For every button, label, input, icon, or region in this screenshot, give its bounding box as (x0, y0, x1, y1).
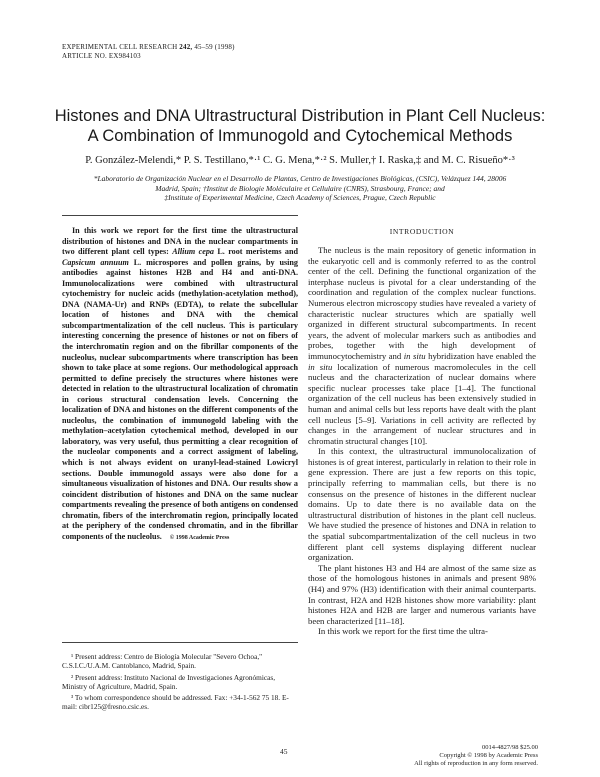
abstract-species-1: Allium cepa (172, 247, 214, 257)
page-number: 45 (280, 747, 288, 756)
affiliations (62, 174, 538, 203)
affiliation-line-1: *Laboratorio de Organización Nuclear en el Desarrollo de Plantas, Centro de Investigaciones Biológicas, (CSIC), Velázquez 144, 28006 (93, 174, 507, 183)
introduction-heading: INTRODUCTION (389, 227, 455, 236)
abstract-text-1: In this work we report for the first time the ultrastructural distribution of histones and DNA in the nuclear compartments in two different plant cell types: (62, 226, 298, 257)
footnote-rule (62, 642, 298, 643)
copyright-holder: Copyright © 1998 by Academic Press (439, 752, 538, 759)
abstract (62, 226, 298, 543)
intro-p1-italic-2: in situ (308, 361, 333, 372)
journal-pages: 45–59 (1998) (194, 43, 235, 51)
abstract-text-2: L. root meristems and (213, 247, 298, 257)
intro-p1-text-b: hybridization have enabled the (425, 350, 536, 361)
footnotes (62, 652, 298, 714)
footnote-3: ³ To whom correspondence should be addressed. Fax: +34-1-562 75 18. E-mail: cibr125@fresno.csic.es. (62, 693, 289, 711)
intro-paragraph-2: In this context, the ultrastructural immunolocalization of histones is of great interest, particularly in relation to their role in gene expression. There are just a few reports on this topic, principally referring to mammalian cells, but there is no consensus on the presence of histones in the different nuclear domains. Up to date there is no available data on the ultrastructural distribution of histones in the plant cell nucleus. We have studied the presence of histones and DNA in relation to the spatial subcompartmentalization of the cell nucleus in two different plant cell systems displaying different nuclear organization. (308, 446, 536, 563)
journal-name: EXPERIMENTAL CELL RESEARCH (62, 43, 178, 51)
abstract-species-2: Capsicum annuum (62, 257, 129, 267)
author-list: P. González-Melendi,* P. S. Testillano,*·¹ C. G. Mena,*·² S. Muller,† I. Raska,‡ and M. C. Risueño*·³ (85, 155, 515, 166)
intro-p1-text-a: The nucleus is the main repository of genetic information in the eukaryotic cell and is commonly referred to as the control center of the cell. Defining the functional organization of the interphase nucleus is pivotal for a clear understanding of the coordination and regulation of the complex nuclear functions. Numerous electron microscopy studies have revealed a variety of characteristic nuclear structures which are spatially well organized in different structural subcompartments. In recent years, the advent of molecular markers such as antibodies and probes, together with the high development of immunocytochemistry and (308, 245, 536, 361)
abstract-top-rule (62, 215, 298, 216)
copyright-rights: All rights of reproduction in any form reserved. (414, 760, 538, 767)
intro-paragraph-1 (308, 245, 536, 446)
title-line-2: A Combination of Immunogold and Cytochemical Methods (87, 127, 513, 145)
affiliation-line-2: Madrid, Spain; †Institut de Biologie Moléculaire et Cellulaire (CNRS), Strasbourg, France; and (155, 183, 445, 193)
journal-citation (62, 43, 235, 52)
abstract-copyright: © 1998 Academic Press (169, 534, 230, 541)
copyright-block (414, 744, 538, 768)
intro-paragraph-4: In this work we report for the first time the ultra- (318, 626, 488, 637)
abstract-text-3: L. microspores and pollen grains, by using antibodies against histones H2B and H4 and anti-DNA. Immunolocalizations were combined with ultrastructural cytochemistry for nucleic acids (methylation-acetylation method), DNA (NAMA-Ur) and RNPs (EDTA), to relate the subcellular location of histones and DNA with the chemical subcompartmentalization of the cell nucleus. This is particulary interesting concerning the presence of histones or not on fibers of the interchromatin region and on the fibrillar components of the nucleolus, nuclear subcompartments where transcription has been shown to take place at some regions. Our methodological approach permitted to define precisely the structures where histones were detected in relation to the ultrastructural localization of chromatin in corious structural condensation levels. Concerning the localization of DNA and histones on the different components of the nucleolus, the combination of immunogold labeling with the methylation–acetylation cytochemical method, developed in our laboratory, was very useful, thus permitting a clear recognition of the nucleolar components and a correct assigment of labeling, which is not always evident on uranyl-lead-stained Lowicryl sections. Double immunogold assays were also done for a simultaneous visualization of histones and DNA. Our results show a coincident distribution of histones and DNA on the same nuclear compartments revealing the presence of both antigens on condensed chromatin, fibers of the interchromatin region, principally located at the periphery of the condensed chromatin, and in the fibrillar components of the nucleolus. (62, 257, 298, 541)
title-line-1: Histones and DNA Ultrastructural Distribution in Plant Cell Nucleus: (54, 107, 546, 125)
intro-paragraph-3: The plant histones H3 and H4 are almost of the same size as those of the homologous histones in animals and present 98% (H4) and 97% (H3) identification with their animal counterparts. In contrast, H2A and H2B histones show more variability: plant histones H2A and H2B are larger and numerous variants have been characterized [11–18]. (308, 562, 536, 626)
paper-title (40, 106, 560, 146)
journal-header (62, 43, 235, 60)
copyright-price: 0014-4827/98 $25.00 (482, 744, 538, 751)
footnote-1: ¹ Present address: Centro de Biología Molecular "Severo Ochoa," C.S.I.C./U.A.M. Cantoblanco, Madrid, Spain. (62, 652, 263, 670)
intro-p1-text-c: localization of numerous macromolecules in the cell nucleus and the characterization of nuclear domains where specific nuclear processes take place [1–4]. The functional organization of the cell nucleus has been extensively studied in human and animal cells but less reports have dealt with the plant cell nucleus [5–9]. Variations in cell activity are reflected by changes in the arrangement of nuclear structures and in chromatin structural changes [10]. (308, 361, 537, 446)
journal-volume: 242, (179, 43, 193, 51)
affiliation-line-3: ‡Institute of Experimental Medicine, Czech Academy of Sciences, Prague, Czech Republic (164, 193, 436, 202)
introduction-body (308, 245, 536, 637)
footnote-2: ² Present address: Instituto Nacional de Investigaciones Agronómicas, Ministry of Agriculture, Madrid, Spain. (62, 672, 276, 691)
intro-p1-italic-1: in situ (403, 350, 426, 361)
article-number: ARTICLE NO. EX984103 (62, 51, 141, 60)
